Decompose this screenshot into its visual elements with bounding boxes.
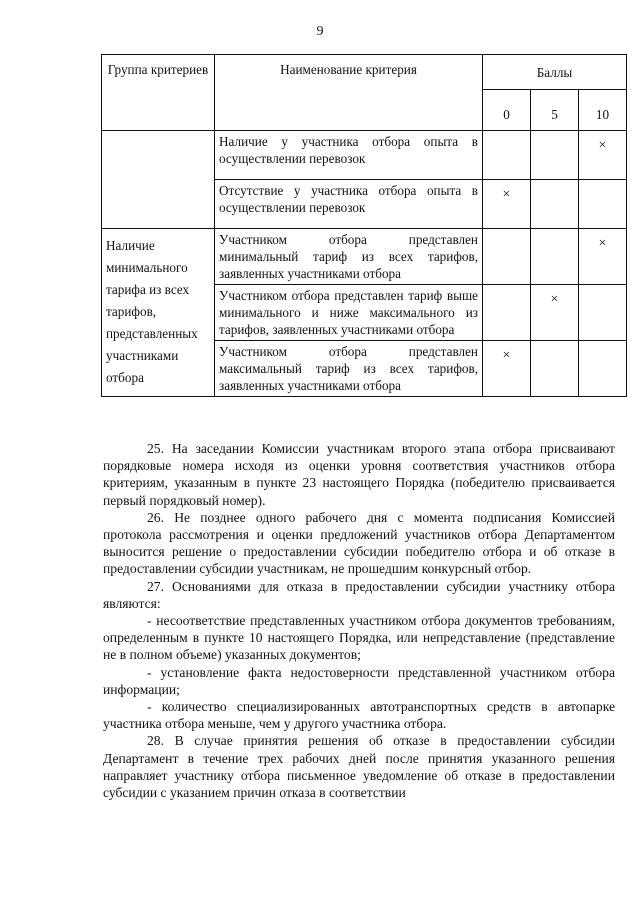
mark-cell bbox=[483, 285, 531, 341]
mark-cell bbox=[531, 229, 579, 285]
score-5: 5 bbox=[531, 90, 579, 131]
criteria-table bbox=[101, 54, 627, 397]
table-row bbox=[102, 229, 627, 285]
header-scores: Баллы bbox=[483, 55, 627, 90]
page-number: 9 bbox=[316, 24, 324, 39]
mark-cell bbox=[579, 180, 627, 229]
criterion-cell: Участником отбора представлен максимальный тариф из всех тарифов, заявленных участниками отбора bbox=[215, 341, 483, 397]
mark-cell bbox=[579, 341, 627, 397]
mark-cell: × bbox=[579, 131, 627, 180]
mark-cell bbox=[531, 341, 579, 397]
table-row bbox=[102, 131, 627, 180]
mark-cell bbox=[483, 229, 531, 285]
body-text bbox=[103, 440, 615, 801]
score-0: 0 bbox=[483, 90, 531, 131]
list-item: - несоответствие представленных участником отбора документов требованиям, определенным в пункте 10 настоящего Порядка, или непредставление (представление не в полном объеме) указанных документов; bbox=[103, 613, 615, 663]
mark-cell: × bbox=[483, 180, 531, 229]
paragraph-25: 25. На заседании Комиссии участникам второго этапа отбора присваивают порядковые номера исходя из оценки уровня соответствия участников отбора критериям, указанным в пункте 23 настоящего Порядка (победителю присваивается первый порядковый номер). bbox=[103, 441, 615, 508]
mark-cell bbox=[531, 131, 579, 180]
header-group: Группа критериев bbox=[102, 55, 215, 131]
mark-cell bbox=[531, 180, 579, 229]
header-criterion-name: Наименование критерия bbox=[215, 55, 483, 131]
table-header-row bbox=[102, 55, 627, 90]
mark-cell: × bbox=[483, 341, 531, 397]
paragraph-28: 28. В случае принятия решения об отказе в предоставлении субсидии Департамент в течение трех рабочих дней после принятия указанного решения направляет участнику отбора письменное уведомление об отказе в предоставлении субсидии с указанием причин отказа в соответствии bbox=[103, 733, 615, 801]
list-item: - установление факта недостоверности представленной участником отбора информации; bbox=[103, 664, 615, 697]
criterion-cell: Участником отбора представлен тариф выше минимального и ниже максимального из тарифов, заявленных участниками отбора bbox=[215, 285, 483, 341]
paragraph-27: 27. Основаниями для отказа в предоставлении субсидии участнику отбора являются: bbox=[103, 578, 615, 611]
group-cell: Наличие минимального тарифа из всех тарифов, представленных участниками отбора bbox=[102, 229, 215, 397]
criterion-cell: Отсутствие у участника отбора опыта в осуществлении перевозок bbox=[215, 180, 483, 229]
criterion-cell: Участником отбора представлен минимальный тариф из всех тарифов, заявленных участниками отбора bbox=[215, 229, 483, 285]
mark-cell: × bbox=[579, 229, 627, 285]
paragraph-26: 26. Не позднее одного рабочего дня с момента подписания Комиссией протокола рассмотрения и оценки предложений участников отбора Департаментом выносится решение о предоставлении субсидии победителю отбора и об отказе в предоставлении субсидии участникам, не прошедшим конкурсный отбор. bbox=[103, 509, 615, 577]
mark-cell: × bbox=[531, 285, 579, 341]
score-10: 10 bbox=[579, 90, 627, 131]
mark-cell bbox=[579, 285, 627, 341]
group-cell-empty bbox=[102, 131, 215, 229]
list-item: - количество специализированных автотранспортных средств в автопарке участника отбора меньше, чем у другого участника отбора. bbox=[103, 699, 615, 732]
criterion-cell: Наличие у участника отбора опыта в осуществлении перевозок bbox=[215, 131, 483, 180]
mark-cell bbox=[483, 131, 531, 180]
